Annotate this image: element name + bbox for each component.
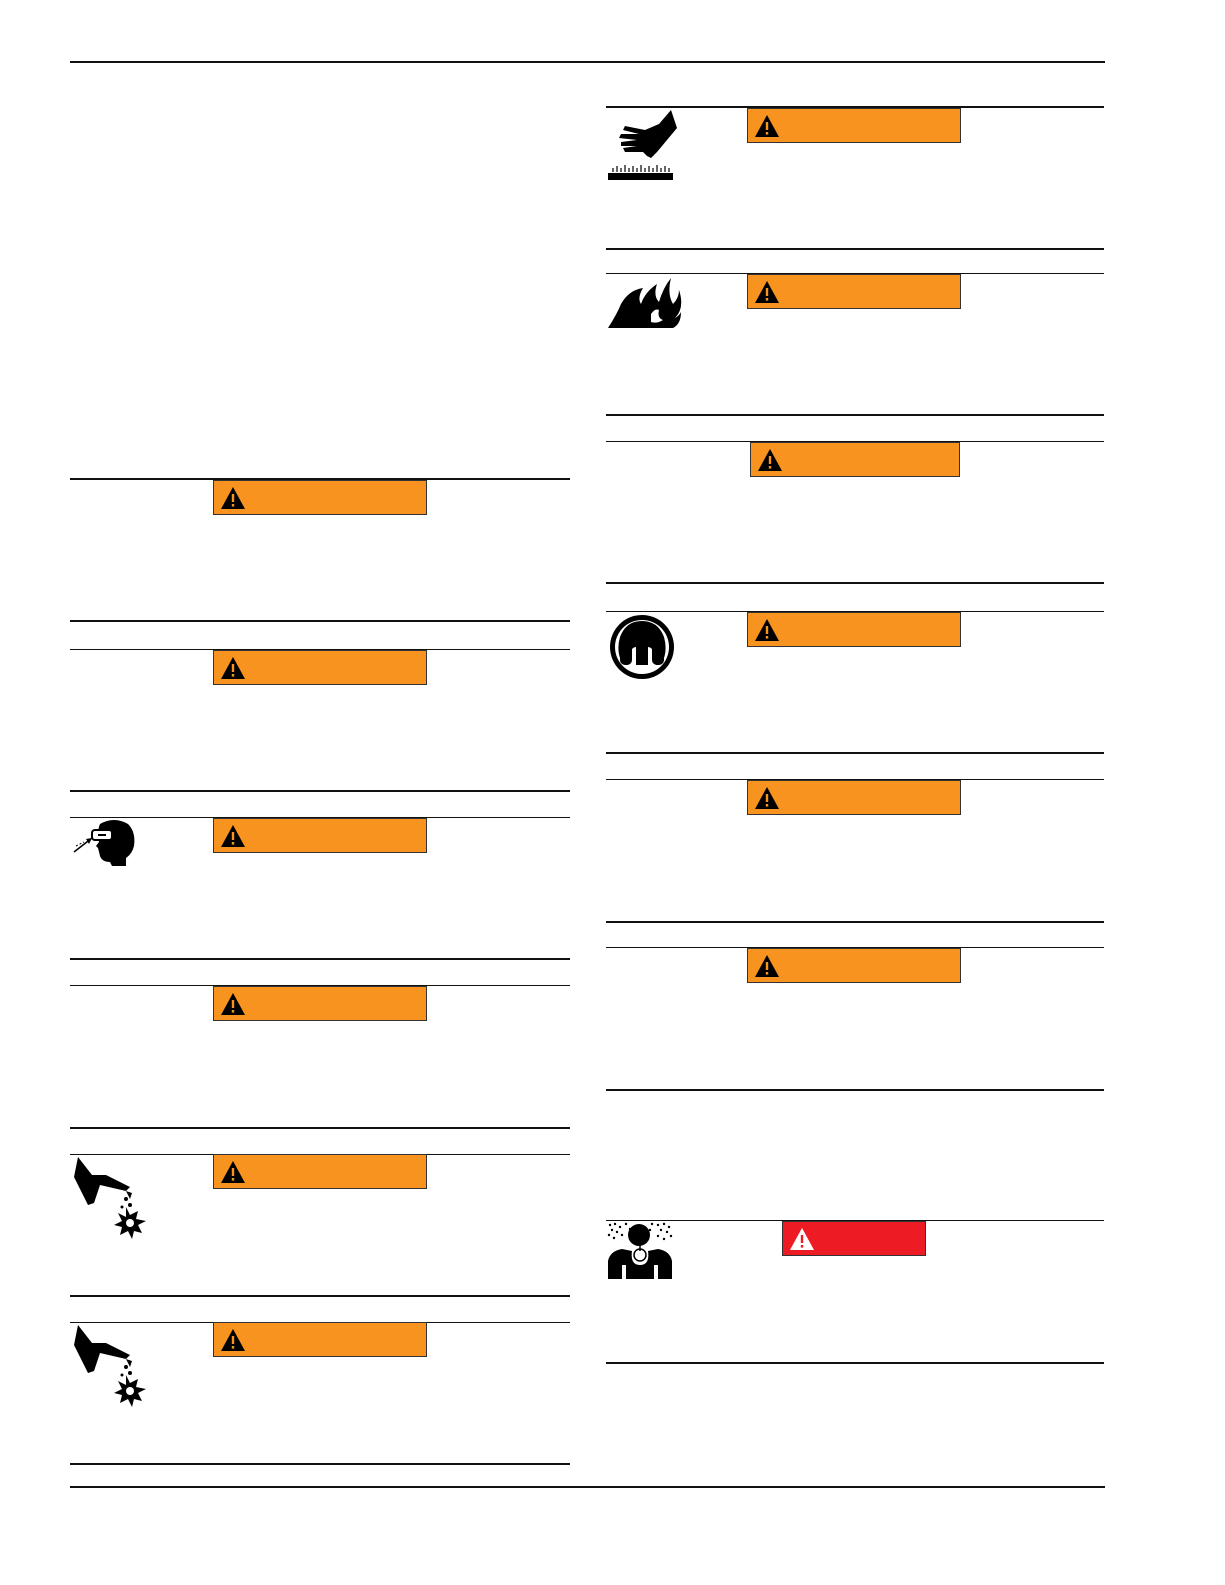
warning-banner <box>213 818 427 853</box>
warning-triangle-icon <box>754 114 780 138</box>
section-rule <box>70 958 570 960</box>
warning-banner <box>747 108 961 143</box>
section-rule <box>606 1089 1104 1091</box>
warning-banner <box>750 442 960 477</box>
flame-icon <box>607 274 682 334</box>
warning-banner <box>747 274 961 309</box>
warning-triangle-icon <box>754 280 780 304</box>
warning-banner <box>213 480 427 515</box>
warning-triangle-icon <box>220 1328 246 1352</box>
warning-banner <box>747 612 961 647</box>
section-rule <box>70 1295 570 1297</box>
warning-banner <box>213 1322 427 1357</box>
danger-triangle-icon <box>789 1227 815 1251</box>
warning-triangle-icon <box>220 1160 246 1184</box>
page-header-rule <box>70 61 1105 63</box>
hot-surface-icon <box>607 108 677 183</box>
warning-banner <box>213 1154 427 1189</box>
warning-triangle-icon <box>220 824 246 848</box>
section-rule <box>70 620 570 622</box>
warning-triangle-icon <box>757 448 783 472</box>
hearing-protection-icon <box>608 613 676 681</box>
pinch-point-hand-icon <box>70 1155 150 1245</box>
section-rule <box>606 752 1104 754</box>
section-rule <box>70 790 570 792</box>
section-rule <box>70 1127 570 1129</box>
danger-banner <box>782 1221 926 1256</box>
page-footer-rule <box>70 1486 1105 1488</box>
section-rule <box>606 414 1104 416</box>
eye-protection-icon <box>70 818 140 868</box>
section-rule <box>606 582 1104 584</box>
pinch-point-hand-icon <box>70 1323 150 1413</box>
warning-triangle-icon <box>220 486 246 510</box>
section-rule <box>606 1362 1104 1364</box>
warning-triangle-icon <box>754 954 780 978</box>
warning-banner <box>747 948 961 983</box>
warning-banner <box>213 986 427 1021</box>
section-rule <box>70 1463 570 1465</box>
warning-triangle-icon <box>220 992 246 1016</box>
toxic-fumes-inhalation-icon <box>606 1221 674 1281</box>
section-rule <box>606 921 1104 923</box>
warning-triangle-icon <box>754 786 780 810</box>
warning-banner <box>747 780 961 815</box>
warning-triangle-icon <box>754 618 780 642</box>
warning-triangle-icon <box>220 656 246 680</box>
warning-banner <box>213 650 427 685</box>
section-rule <box>606 248 1104 250</box>
